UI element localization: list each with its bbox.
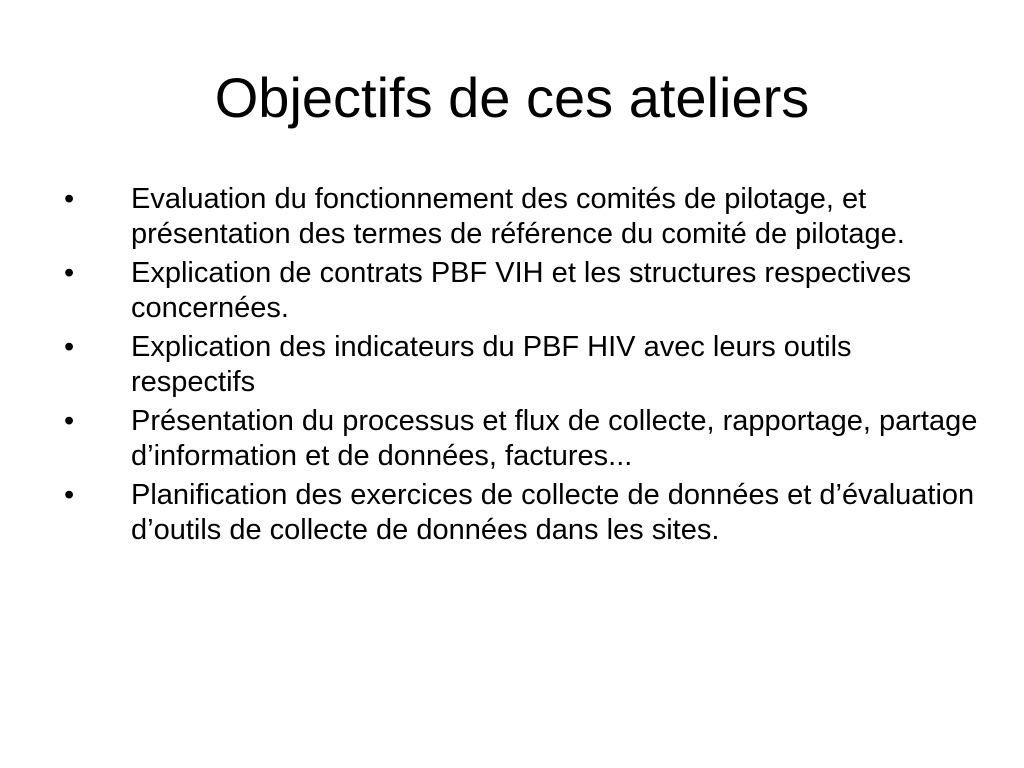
bullet-icon: • <box>64 331 75 363</box>
slide-title: Objectifs de ces ateliers <box>214 66 810 129</box>
bullet-text: Evaluation du fonctionnement des comités de pilotage, et présentation des termes de référence du comité de pilotage. <box>131 183 905 250</box>
bullet-item <box>60 478 980 548</box>
bullet-text: Explication des indicateurs du PBF HIV avec leurs outils respectifs <box>131 331 852 398</box>
bullet-list <box>60 182 980 552</box>
bullet-text: Planification des exercices de collecte de données et d’évaluation d’outils de collecte de données dans les sites. <box>131 479 975 546</box>
bullet-item <box>60 404 980 474</box>
bullet-item <box>60 182 980 252</box>
bullet-icon: • <box>64 183 75 215</box>
bullet-text: Présentation du processus et flux de collecte, rapportage, partage d’information et de données, factures... <box>131 405 978 472</box>
bullet-item <box>60 256 980 326</box>
bullet-item <box>60 330 980 400</box>
bullet-icon: • <box>64 479 75 511</box>
bullet-icon: • <box>64 405 75 437</box>
bullet-icon: • <box>64 257 75 289</box>
bullet-text: Explication de contrats PBF VIH et les structures respectives concernées. <box>131 257 912 324</box>
